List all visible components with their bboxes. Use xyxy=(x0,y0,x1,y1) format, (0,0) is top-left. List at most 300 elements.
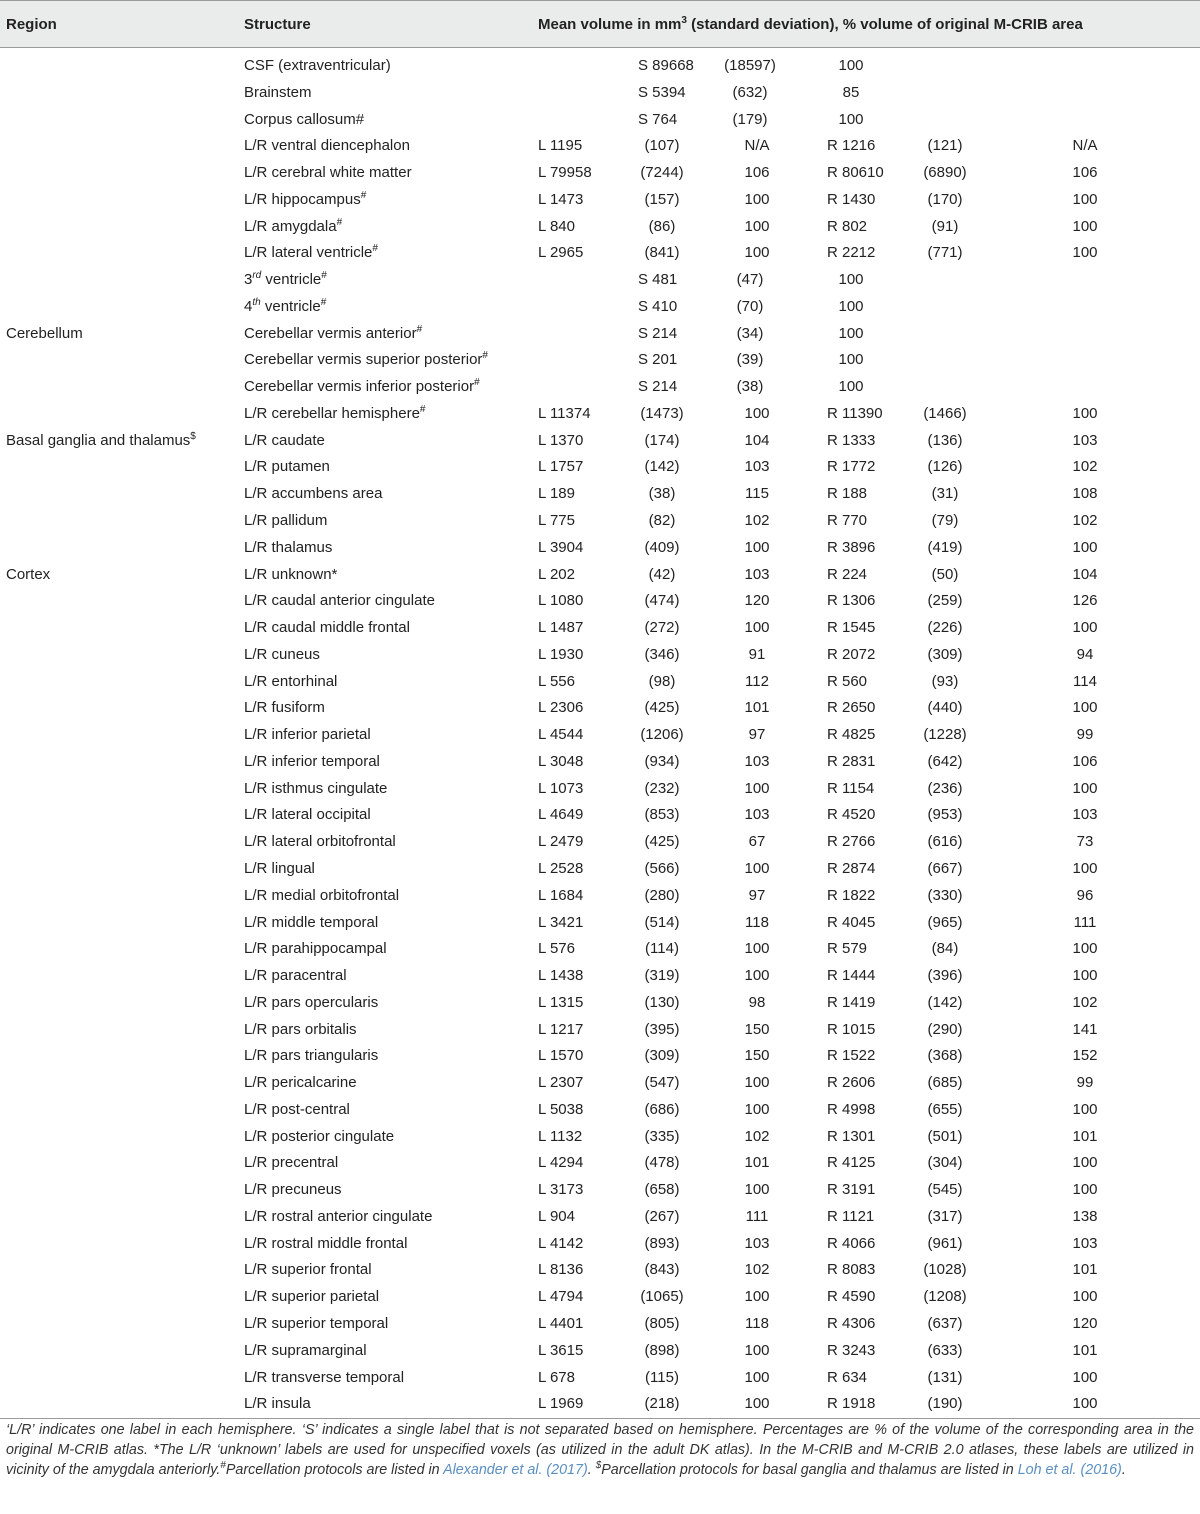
footnote-text-5: . xyxy=(1121,1462,1126,1478)
structure-name: L/R putamen xyxy=(244,458,330,476)
right-percent: 100 xyxy=(1072,1288,1098,1306)
left-percent: 115 xyxy=(745,485,769,503)
region-text: Cerebellum xyxy=(6,324,83,342)
left-volume: L 4401 xyxy=(538,1314,584,1332)
left-volume: L 4142 xyxy=(538,1234,584,1252)
right-sd: (290) xyxy=(927,1020,963,1038)
structure-label xyxy=(244,1311,388,1338)
right-percent: N/A xyxy=(1072,137,1098,155)
structure-name: L/R parahippocampal xyxy=(244,940,387,958)
left-volume: L 1438 xyxy=(538,967,584,985)
table-row xyxy=(0,508,1200,535)
left-percent: 100 xyxy=(744,1368,770,1386)
right-percent: 94 xyxy=(1076,645,1094,663)
right-volume: R 579 xyxy=(827,940,868,958)
left-volume: L 3173 xyxy=(538,1181,584,1199)
right-sd: (79) xyxy=(931,512,959,530)
table-row xyxy=(0,1391,1200,1418)
table-row xyxy=(0,776,1200,803)
structure-name: ventricle xyxy=(261,271,322,289)
structure-name: ventricle xyxy=(260,297,321,315)
table-row xyxy=(0,1017,1200,1044)
structure-name: L/R superior frontal xyxy=(244,1261,372,1279)
right-volume: R 1419 xyxy=(827,993,876,1011)
right-volume: R 1822 xyxy=(827,886,876,904)
right-volume: R 2766 xyxy=(827,833,876,851)
region-text: Cortex xyxy=(6,565,51,583)
left-volume: L 202 xyxy=(538,565,575,583)
table-row xyxy=(0,615,1200,642)
structure-name: Cerebellar vermis inferior posterior xyxy=(244,378,475,396)
left-volume: L 1080 xyxy=(538,592,584,610)
structure-label xyxy=(244,588,435,615)
right-sd: (667) xyxy=(927,859,963,877)
table-row xyxy=(0,990,1200,1017)
right-sd: (642) xyxy=(927,752,963,770)
left-sd: (478) xyxy=(644,1154,680,1172)
left-volume: L 1217 xyxy=(538,1020,584,1038)
right-sd: (616) xyxy=(927,833,963,851)
table-row xyxy=(0,856,1200,883)
left-volume: L 1930 xyxy=(538,645,584,663)
left-percent: 100 xyxy=(744,1181,770,1199)
structure-name: L/R lingual xyxy=(244,859,315,877)
right-percent: 100 xyxy=(1072,1100,1098,1118)
single-volume: S 764 xyxy=(638,110,678,128)
structure-name: L/R post-central xyxy=(244,1100,350,1118)
structure-footnote-mark: # xyxy=(474,377,480,389)
left-volume: L 4649 xyxy=(538,806,584,824)
right-volume: R 11390 xyxy=(827,404,883,422)
structure-name: L/R insula xyxy=(244,1395,311,1413)
left-percent: 100 xyxy=(744,940,770,958)
table-row xyxy=(0,1097,1200,1124)
right-percent: 100 xyxy=(1072,538,1098,556)
left-sd: (267) xyxy=(644,1207,680,1225)
left-sd: (232) xyxy=(644,779,680,797)
left-volume: L 8136 xyxy=(538,1261,584,1279)
structure-name: CSF (extraventricular) xyxy=(244,57,391,74)
structure-name: L/R precuneus xyxy=(244,1181,342,1199)
right-volume: R 1444 xyxy=(827,967,876,985)
structure-label xyxy=(244,133,410,160)
structure-label xyxy=(244,1365,404,1392)
left-percent: 102 xyxy=(744,1127,770,1145)
structure-name: L/R posterior cingulate xyxy=(244,1127,395,1145)
right-volume: R 2606 xyxy=(827,1074,876,1092)
left-percent: 100 xyxy=(744,859,770,877)
table-row xyxy=(0,562,1200,589)
left-volume: L 1315 xyxy=(538,993,584,1011)
left-sd: (346) xyxy=(644,645,680,663)
left-sd: (114) xyxy=(645,940,679,958)
right-volume: R 1121 xyxy=(827,1207,875,1225)
table-row xyxy=(0,481,1200,508)
left-percent: 118 xyxy=(745,1314,769,1332)
left-percent: 100 xyxy=(744,967,770,985)
structure-label xyxy=(244,240,378,267)
structure-name: L/R fusiform xyxy=(244,699,325,717)
left-percent: 100 xyxy=(744,538,770,556)
table-row xyxy=(0,535,1200,562)
left-percent: 100 xyxy=(744,779,770,797)
right-sd: (396) xyxy=(927,967,963,985)
right-volume: R 1301 xyxy=(827,1127,876,1145)
structure-label xyxy=(244,1017,357,1044)
left-percent: 104 xyxy=(744,431,770,449)
structure-name: L/R lateral ventricle xyxy=(244,244,373,262)
structure-label xyxy=(244,53,391,80)
structure-name: L/R caudal anterior cingulate xyxy=(244,592,435,610)
table-row xyxy=(0,294,1200,321)
table-row xyxy=(0,53,1200,80)
left-percent: 97 xyxy=(748,886,766,904)
structure-label xyxy=(244,990,378,1017)
structure-name: L/R middle temporal xyxy=(244,913,379,931)
left-sd: (130) xyxy=(644,993,680,1011)
structure-name: Cerebellar vermis superior posterior xyxy=(244,351,483,369)
left-sd: (898) xyxy=(644,1341,680,1359)
left-sd: (893) xyxy=(644,1234,680,1252)
single-percent: 100 xyxy=(838,324,864,342)
footnote-divider xyxy=(0,1418,1200,1419)
left-sd: (272) xyxy=(644,619,680,637)
right-volume: R 80610 xyxy=(827,164,884,182)
right-volume: R 3191 xyxy=(827,1181,876,1199)
structure-name: L/R caudal middle frontal xyxy=(244,619,410,637)
left-sd: (38) xyxy=(648,485,676,503)
table-row xyxy=(0,963,1200,990)
structure-label xyxy=(244,562,337,589)
right-percent: 111 xyxy=(1073,913,1097,931)
header-mean-suffix: (standard deviation), % volume of original M-CRIB area xyxy=(686,16,1083,33)
single-percent: 100 xyxy=(838,351,864,369)
structure-name: L/R lateral orbitofrontal xyxy=(244,833,396,851)
left-volume: L 775 xyxy=(538,512,575,530)
footnote-text-4: Parcellation protocols for basal ganglia and thalamus are listed in xyxy=(601,1462,1018,1478)
table-body xyxy=(0,53,1200,1418)
right-sd: (655) xyxy=(927,1100,963,1118)
right-sd: (633) xyxy=(927,1341,963,1359)
left-volume: L 3904 xyxy=(538,538,584,556)
single-sd: (70) xyxy=(736,297,764,315)
structure-label xyxy=(244,1070,357,1097)
structure-name: L/R rostral middle frontal xyxy=(244,1234,408,1252)
single-percent: 100 xyxy=(838,297,864,315)
structure-footnote-mark: # xyxy=(372,243,378,255)
right-volume: R 2650 xyxy=(827,699,876,717)
table-row xyxy=(0,428,1200,455)
table-row xyxy=(0,347,1200,374)
left-volume: L 5038 xyxy=(538,1100,584,1118)
right-volume: R 4520 xyxy=(827,806,876,824)
footnote-text-1: ‘L/R’ indicates one label in each hemisphere. ‘S’ indicates a single label that is not separated based on hemisphere. Percentages are % of the volume of the corresponding area in the original M-CRIB atlas. *The L/R ‘unknown’ labels are used for unspecified voxels (as utilized in the adult DK atlas). In the M-CRIB and M-CRIB 2.0 atlases, these labels are utilized in vicinity of the amygdala anteriorly. xyxy=(6,1422,1194,1478)
left-percent: 100 xyxy=(744,1100,770,1118)
table-row xyxy=(0,321,1200,348)
right-percent: 102 xyxy=(1072,458,1098,476)
structure-label xyxy=(244,910,378,937)
structure-name: Corpus callosum# xyxy=(244,110,365,128)
left-sd: (1206) xyxy=(640,726,684,744)
structure-label xyxy=(244,1257,372,1284)
single-percent: 100 xyxy=(838,378,864,396)
structure-name: L/R hippocampus xyxy=(244,190,361,208)
right-volume: R 3896 xyxy=(827,538,876,556)
left-sd: (107) xyxy=(644,137,680,155)
right-percent: 100 xyxy=(1072,1368,1098,1386)
right-percent: 101 xyxy=(1072,1261,1098,1279)
table-row xyxy=(0,642,1200,669)
left-sd: (142) xyxy=(644,458,680,476)
structure-label xyxy=(244,1338,367,1365)
structure-label xyxy=(244,669,337,696)
right-sd: (965) xyxy=(927,913,963,931)
structure-label xyxy=(244,401,425,428)
right-sd: (545) xyxy=(927,1181,963,1199)
left-sd: (1065) xyxy=(640,1288,684,1306)
structure-name: L/R supramarginal xyxy=(244,1341,367,1359)
right-sd: (309) xyxy=(927,645,963,663)
structure-name: L/R inferior temporal xyxy=(244,752,380,770)
left-volume: L 2965 xyxy=(538,244,584,262)
right-percent: 96 xyxy=(1076,886,1094,904)
left-sd: (218) xyxy=(644,1395,680,1413)
structure-name: L/R paracentral xyxy=(244,967,347,985)
structure-name: L/R cerebral white matter xyxy=(244,164,412,182)
right-percent: 100 xyxy=(1072,859,1098,877)
structure-name: L/R entorhinal xyxy=(244,672,338,690)
structure-name: L/R inferior parietal xyxy=(244,726,371,744)
right-percent: 108 xyxy=(1072,485,1098,503)
structure-label xyxy=(244,1204,432,1231)
left-volume: L 79958 xyxy=(538,164,592,182)
left-percent: 98 xyxy=(748,993,766,1011)
table-row xyxy=(0,1177,1200,1204)
single-volume: S 5394 xyxy=(638,83,686,101)
left-volume: L 2306 xyxy=(538,699,584,717)
left-percent: 100 xyxy=(744,1074,770,1092)
left-sd: (474) xyxy=(644,592,680,610)
table-row xyxy=(0,240,1200,267)
right-sd: (304) xyxy=(927,1154,963,1172)
right-percent: 100 xyxy=(1072,967,1098,985)
left-sd: (934) xyxy=(644,752,680,770)
single-sd: (18597) xyxy=(724,57,776,74)
table-row xyxy=(0,401,1200,428)
right-sd: (6890) xyxy=(923,164,967,182)
left-percent: 120 xyxy=(744,592,770,610)
structure-label xyxy=(244,776,387,803)
footnote-dollar-mark: $ xyxy=(595,1460,602,1472)
left-sd: (174) xyxy=(644,431,680,449)
table-row xyxy=(0,1043,1200,1070)
table-row xyxy=(0,160,1200,187)
left-percent: 100 xyxy=(744,1395,770,1413)
left-sd: (805) xyxy=(644,1314,680,1332)
structure-ordinal: 3 xyxy=(244,271,253,289)
right-volume: R 224 xyxy=(827,565,868,583)
right-volume: R 4825 xyxy=(827,726,876,744)
right-volume: R 1154 xyxy=(827,779,875,797)
structure-name: L/R superior temporal xyxy=(244,1314,389,1332)
right-volume: R 188 xyxy=(827,485,868,503)
left-sd: (86) xyxy=(648,217,676,235)
right-percent: 101 xyxy=(1072,1341,1098,1359)
left-volume: L 1684 xyxy=(538,886,584,904)
structure-label xyxy=(244,615,410,642)
left-percent: 100 xyxy=(744,404,770,422)
region-text: Basal ganglia and thalamus xyxy=(6,431,191,449)
right-sd: (961) xyxy=(927,1234,963,1252)
right-percent: 103 xyxy=(1072,1234,1098,1252)
single-volume: S 410 xyxy=(638,297,678,315)
right-sd: (501) xyxy=(927,1127,963,1145)
single-sd: (39) xyxy=(736,351,764,369)
footnote-text-2: Parcellation protocols are listed in xyxy=(225,1462,444,1478)
structure-label xyxy=(244,936,387,963)
right-volume: R 1333 xyxy=(827,431,876,449)
right-sd: (419) xyxy=(927,538,963,556)
right-volume: R 1216 xyxy=(827,137,876,155)
structure-name: L/R rostral anterior cingulate xyxy=(244,1207,433,1225)
right-volume: R 3243 xyxy=(827,1341,876,1359)
structure-label xyxy=(244,1284,379,1311)
table-row xyxy=(0,80,1200,107)
structure-label xyxy=(244,454,330,481)
right-volume: R 2212 xyxy=(827,244,876,262)
left-sd: (280) xyxy=(644,886,680,904)
left-volume: L 4544 xyxy=(538,726,584,744)
structure-label xyxy=(244,1177,342,1204)
table-row xyxy=(0,1257,1200,1284)
structure-label xyxy=(244,1150,338,1177)
structure-name: L/R unknown* xyxy=(244,565,338,583)
structure-name: L/R lateral occipital xyxy=(244,806,371,824)
left-sd: (309) xyxy=(644,1047,680,1065)
left-percent: 112 xyxy=(745,672,769,690)
right-sd: (317) xyxy=(927,1207,963,1225)
table-row xyxy=(0,1150,1200,1177)
reference-link-alexander[interactable]: Alexander et al. (2017) xyxy=(443,1462,588,1478)
structure-label xyxy=(244,508,327,535)
right-sd: (953) xyxy=(927,806,963,824)
left-sd: (82) xyxy=(648,512,676,530)
table-row xyxy=(0,883,1200,910)
right-percent: 106 xyxy=(1072,164,1098,182)
left-sd: (7244) xyxy=(640,164,684,182)
structure-label xyxy=(244,1231,407,1258)
table-row xyxy=(0,1070,1200,1097)
reference-link-loh[interactable]: Loh et al. (2016) xyxy=(1017,1462,1122,1478)
table-row xyxy=(0,802,1200,829)
left-sd: (547) xyxy=(644,1074,680,1092)
single-percent: 85 xyxy=(842,83,860,101)
left-sd: (425) xyxy=(644,699,680,717)
table-header xyxy=(0,0,1200,48)
left-volume: L 904 xyxy=(538,1207,575,1225)
right-percent: 100 xyxy=(1072,1395,1098,1413)
structure-label xyxy=(244,428,325,455)
header-mean-prefix: Mean volume in mm xyxy=(538,16,682,33)
table-row xyxy=(0,214,1200,241)
structure-name: L/R cerebellar hemisphere xyxy=(244,404,420,422)
region-label xyxy=(6,562,50,589)
left-percent: 67 xyxy=(748,833,766,851)
right-percent: 114 xyxy=(1073,672,1097,690)
right-volume: R 1015 xyxy=(827,1020,876,1038)
table-row xyxy=(0,374,1200,401)
right-percent: 101 xyxy=(1072,1127,1098,1145)
left-volume: L 4794 xyxy=(538,1288,584,1306)
table-row xyxy=(0,133,1200,160)
right-sd: (31) xyxy=(931,485,959,503)
left-volume: L 4294 xyxy=(538,1154,584,1172)
right-volume: R 1430 xyxy=(827,190,876,208)
table-row xyxy=(0,107,1200,134)
right-percent: 104 xyxy=(1072,565,1098,583)
right-volume: R 2072 xyxy=(827,645,876,663)
left-sd: (98) xyxy=(648,672,676,690)
right-percent: 152 xyxy=(1072,1047,1098,1065)
table-row xyxy=(0,1311,1200,1338)
right-sd: (1028) xyxy=(923,1261,967,1279)
single-volume: S 201 xyxy=(638,351,678,369)
structure-name: Brainstem xyxy=(244,83,312,101)
structure-name: L/R precentral xyxy=(244,1154,339,1172)
header-structure: Structure xyxy=(244,16,311,33)
structure-label xyxy=(244,214,342,241)
structure-name: L/R accumbens area xyxy=(244,485,383,503)
structure-label xyxy=(244,1391,311,1418)
structure-name: L/R pallidum xyxy=(244,512,328,530)
structure-label xyxy=(244,321,422,348)
right-percent: 100 xyxy=(1072,940,1098,958)
table-row xyxy=(0,1284,1200,1311)
right-percent: 103 xyxy=(1072,806,1098,824)
right-percent: 100 xyxy=(1072,1154,1098,1172)
table-row xyxy=(0,588,1200,615)
left-sd: (514) xyxy=(644,913,680,931)
structure-name: L/R pars opercularis xyxy=(244,993,379,1011)
right-sd: (170) xyxy=(927,190,963,208)
single-sd: (632) xyxy=(732,83,768,101)
right-sd: (91) xyxy=(931,217,959,235)
footnote-hash-mark: # xyxy=(220,1460,226,1472)
structure-label xyxy=(244,963,347,990)
structure-label xyxy=(244,107,364,134)
right-volume: R 1306 xyxy=(827,592,876,610)
right-sd: (131) xyxy=(927,1368,963,1386)
single-percent: 100 xyxy=(838,271,864,289)
right-percent: 100 xyxy=(1072,217,1098,235)
single-volume: S 214 xyxy=(638,378,678,396)
structure-name: L/R cuneus xyxy=(244,645,320,663)
header-region: Region xyxy=(6,16,57,33)
single-percent: 100 xyxy=(838,110,864,128)
structure-label xyxy=(244,722,371,749)
left-volume: L 1073 xyxy=(538,779,584,797)
left-percent: 97 xyxy=(748,726,766,744)
left-percent: N/A xyxy=(744,137,770,155)
structure-label xyxy=(244,642,320,669)
right-percent: 126 xyxy=(1072,592,1098,610)
structure-label xyxy=(244,80,312,107)
right-percent: 99 xyxy=(1076,1074,1094,1092)
structure-label xyxy=(244,481,382,508)
left-sd: (335) xyxy=(644,1127,680,1145)
left-percent: 150 xyxy=(744,1020,770,1038)
structure-name: L/R ventral diencephalon xyxy=(244,137,410,155)
